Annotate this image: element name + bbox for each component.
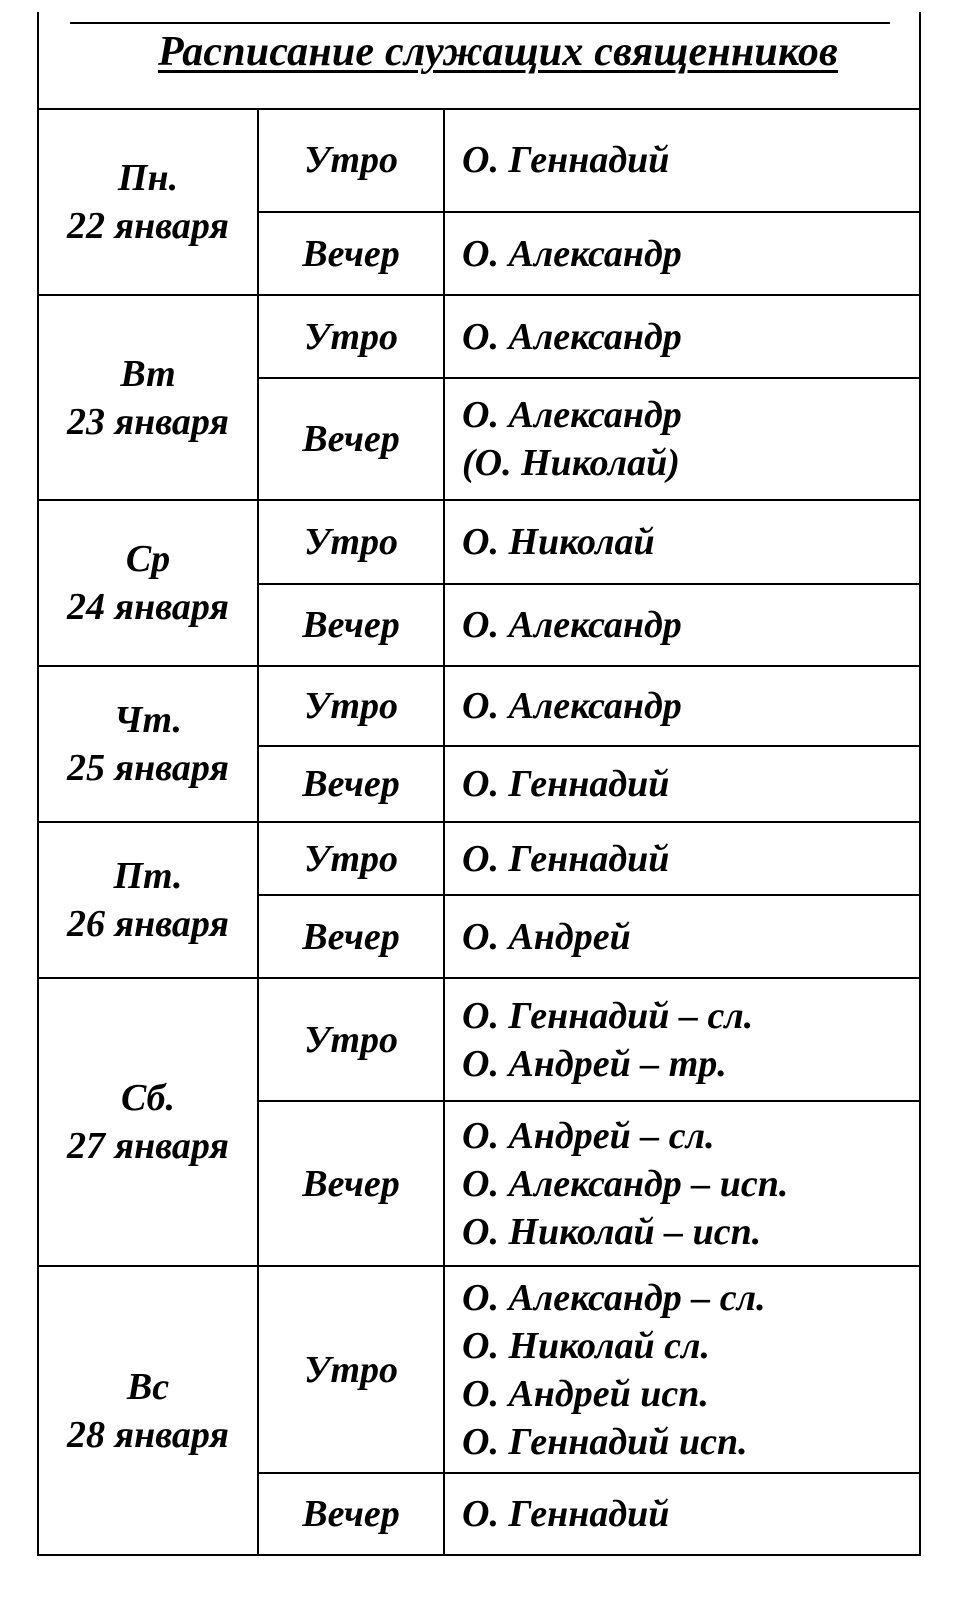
priest-name: О. Александр – исп. [462,1162,789,1205]
priest-name: О. Геннадий [462,1493,670,1535]
priest-name: О. Александр [462,685,682,727]
priest-cell [444,746,920,822]
priest-name: О. Александр [462,315,682,358]
day-cell [38,666,258,822]
priest-cell [444,295,920,378]
service-time-label [258,295,444,378]
service-time-label [258,978,444,1101]
service-time-label [258,666,444,746]
priest-name: О. Андрей [462,915,631,958]
service-time-label [258,1266,444,1473]
priest-cell [444,978,920,1101]
priest-cell [444,822,920,895]
weekday-label: Вт [120,352,176,395]
priest-name: О. Александр [462,394,682,436]
priest-cell [444,666,920,746]
priest-name: О. Геннадий [462,763,670,805]
priest-cell [444,584,920,666]
date-label: 26 января [67,903,229,945]
date-label: 28 января [67,1413,229,1456]
service-time-text: Вечер [302,232,400,275]
priest-cell [444,378,920,500]
date-label: 22 января [67,204,229,247]
priest-name: О. Александр [462,232,682,275]
service-time-text: Утро [304,315,398,358]
service-time-label [258,1101,444,1266]
priest-cell [444,895,920,978]
weekday-label: Пт. [113,855,183,897]
day-cell [38,1266,258,1555]
weekday-label: Вс [126,1365,170,1408]
page-title: Расписание служащих священников [157,29,839,75]
day-cell [38,500,258,666]
priest-cell [444,108,920,212]
service-time-label [258,108,444,212]
service-time-label [258,822,444,895]
priest-name: О. Геннадий [462,837,670,880]
priest-cell [444,1266,920,1473]
weekday-label: Чт. [114,699,182,741]
service-time-text: Утро [304,1018,398,1061]
service-time-text: Утро [304,139,398,181]
service-time-label [258,500,444,584]
weekday-label: Сб. [120,1077,176,1119]
priest-name: О. Андрей – сл. [462,1114,715,1157]
priest-name: О. Александр [462,604,682,646]
date-label: 24 января [67,586,229,628]
service-time-text: Утро [304,521,398,563]
date-label: 27 января [67,1125,229,1167]
priest-name: (О. Николай) [462,442,680,484]
service-time-text: Утро [304,685,398,727]
service-time-label [258,746,444,822]
priest-name: О. Андрей – тр. [462,1042,727,1085]
priest-cell [444,1473,920,1555]
service-time-text: Утро [304,1348,398,1391]
service-time-text: Вечер [302,763,400,805]
priest-name: О. Александр – сл. [462,1276,766,1319]
service-time-label [258,378,444,500]
priest-name: О. Геннадий исп. [462,1420,748,1463]
priest-cell [444,1101,920,1266]
priest-cell [444,500,920,584]
service-time-label [258,1473,444,1555]
day-cell [38,822,258,978]
priest-name: О. Андрей исп. [462,1372,709,1415]
service-time-text: Утро [304,837,398,880]
service-time-text: Вечер [302,604,400,646]
title-top-border [70,22,890,24]
priest-name: О. Николай [462,521,655,563]
date-label: 23 января [67,400,229,443]
service-time-label [258,895,444,978]
priest-name: О. Николай сл. [462,1324,711,1367]
priest-name: О. Николай – исп. [462,1210,762,1253]
date-label: 25 января [67,747,229,789]
day-cell [38,108,258,295]
service-time-label [258,212,444,295]
service-time-text: Вечер [302,1162,400,1205]
service-time-text: Вечер [302,418,400,460]
day-cell [38,978,258,1266]
priest-name: О. Геннадий – сл. [462,994,754,1037]
weekday-label: Ср [125,538,171,580]
weekday-label: Пн. [117,156,179,199]
service-time-label [258,584,444,666]
priest-cell [444,212,920,295]
priest-name: О. Геннадий [462,139,670,181]
service-time-text: Вечер [302,915,400,958]
service-time-text: Вечер [302,1493,400,1535]
day-cell [38,295,258,500]
